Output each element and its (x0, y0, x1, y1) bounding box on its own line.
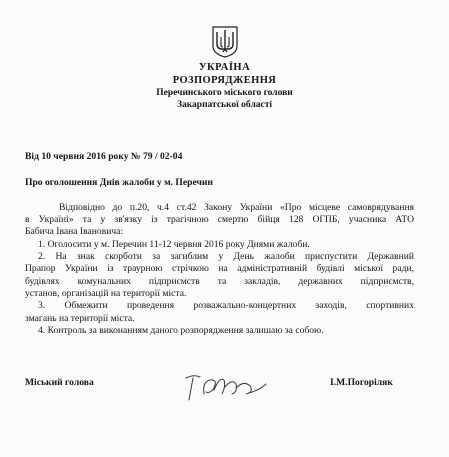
intro-line-2: в Україні» та у зв'язку із трагічною смертю бійця 128 ОГПБ, учасника АТО (25, 214, 414, 225)
order-item-3-line-2: змагань на території міста. (25, 313, 135, 324)
signatory-position: Міський голова (25, 377, 94, 388)
trident-emblem-icon (212, 26, 238, 58)
issuer-line-2: Закарпатської області (176, 100, 273, 110)
order-item-1: 1. Оголосити у м. Перечин 11-12 червня 2016 року Днями жалоби. (38, 239, 310, 250)
intro-line-1: Відповідно до п.20, ч.4 ст.42 Закону України «Про місцеве самоврядування (59, 202, 414, 213)
order-item-2-line-1: 2. На знак скорботи за загиблим у День жалоби приспустити Державний (38, 251, 414, 262)
order-item-2-line-3: будівлях комунальних підприємств та закладів, державних підприємств, (25, 276, 414, 287)
document-type-title: РОЗПОРЯДЖЕННЯ (172, 75, 277, 86)
order-item-3-line-1: 3. Обмежити проведення розважально-концертних заходів, спортивних (38, 300, 414, 311)
date-number: Від 10 червня 2016 року № 79 / 02-04 (25, 151, 183, 162)
intro-line-3: Бабича Івана Івановича: (25, 226, 124, 237)
order-item-2-line-2: Прапор України із траурною стрічкою на адміністративній будівлі міської ради, (25, 263, 414, 274)
order-item-4: 4. Контроль за виконанням даного розпорядження залишаю за собою. (38, 325, 324, 336)
signatory-name: І.М.Погоріляк (330, 377, 393, 388)
country-title: УКРАЇНА (198, 62, 251, 73)
subject-title: Про оголошення Днів жалоби у м. Перечин (25, 177, 213, 188)
issuer-line-1: Перечинського міського голови (156, 88, 293, 98)
handwritten-signature (180, 370, 270, 404)
order-item-2-line-4: установ, організацій на території міста. (25, 288, 187, 299)
